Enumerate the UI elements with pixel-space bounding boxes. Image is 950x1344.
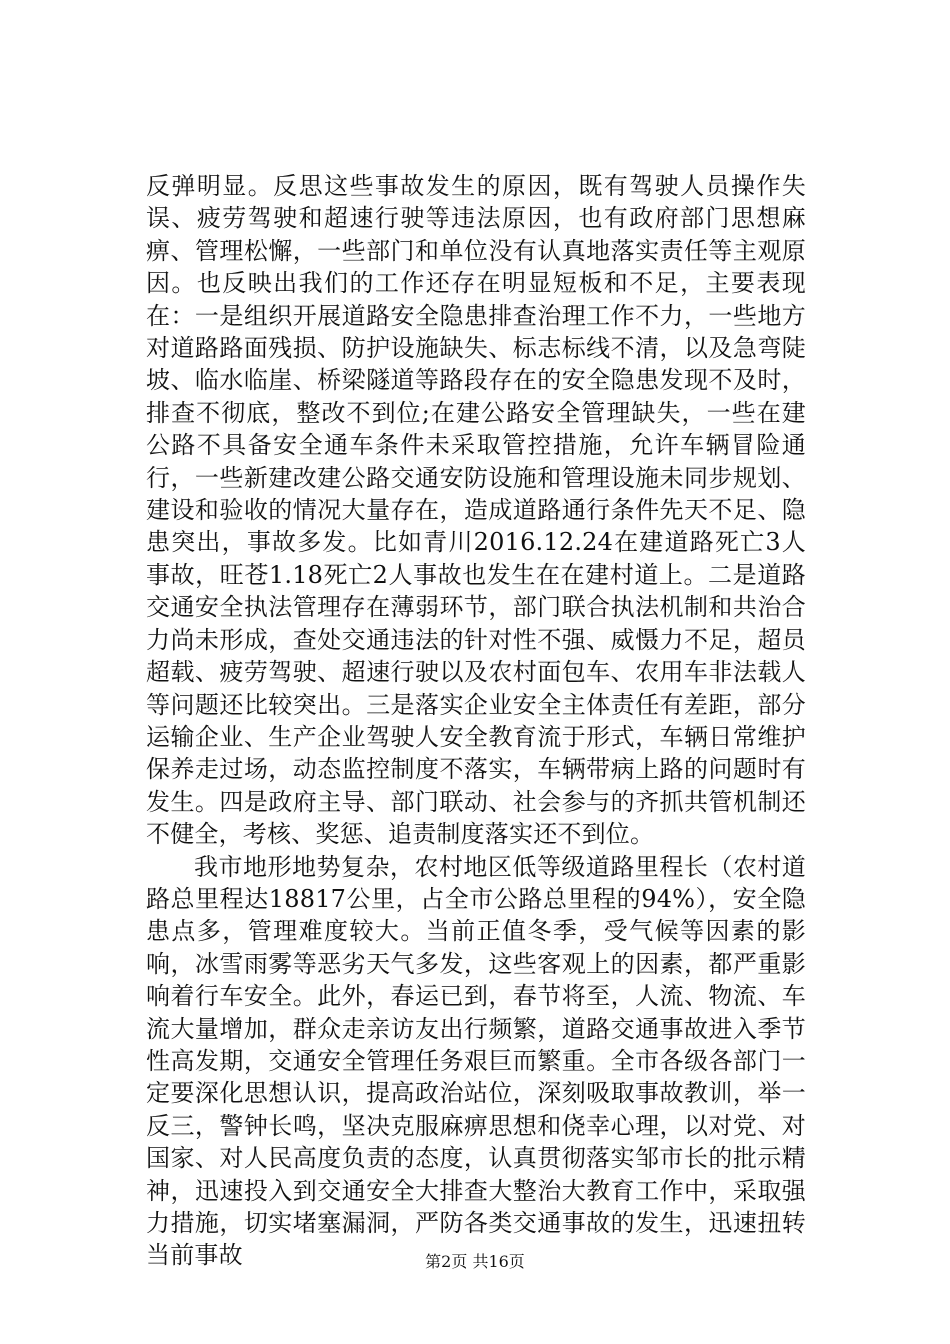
page-number: 第2页 共16页 [425,1252,525,1271]
paragraph-1: 反弹明显。反思这些事故发生的原因，既有驾驶人员操作失误、疲劳驾驶和超速行驶等违法原因，也有政府部门思想麻痹、管理松懈，一些部门和单位没有认真地落实责任等主观原因。也反映出我们的工作还存在明显短板和不足，主要表现在：一是组织开展道路安全隐患排查治理工作不力，一些地方对道路路面残损、防护设施缺失、标志标线不清，以及急弯陡坡、临水临崖、桥梁隧道等路段存在的安全隐患发现不及时，排查不彻底，整改不到位;在建公路安全管理缺失，一些在建公路不具备安全通车条件未采取管控措施，允许车辆冒险通行，一些新建改建公路交通安防设施和管理设施未同步规划、建设和验收的情况大量存在，造成道路通行条件先天不足、隐患突出，事故多发。比如青川2016.12.24在建道路死亡3人事故，旺苍1.18死亡2人事故也发生在在建村道上。二是道路交通安全执法管理存在薄弱环节，部门联合执法机制和共治合力尚未形成，查处交通违法的针对性不强、威慑力不足，超员超载、疲劳驾驶、超速行驶以及农村面包车、农用车非法载人等问题还比较突出。三是落实企业安全主体责任有差距，部分运输企业、生产企业驾驶人安全教育流于形式，车辆日常维护保养走过场，动态监控制度不落实，车辆带病上路的问题时有发生。四是政府主导、部门联动、社会参与的齐抓共管机制还不健全，考核、奖惩、追责制度落实还不到位。 [146,172,806,849]
paragraph-2: 我市地形地势复杂，农村地区低等级道路里程长（农村道路总里程达18817公里，占全市公路总里程的94%），安全隐患点多，管理难度较大。当前正值冬季，受气候等因素的影响，冰雪雨雾等恶劣天气多发，这些客观上的因素，都严重影响着行车安全。此外，春运已到，春节将至，人流、物流、车流大量增加，群众走亲访友出行频繁，道路交通事故进入季节性高发期，交通安全管理任务艰巨而繁重。全市各级各部门一定要深化思想认识，提高政治站位，深刻吸取事故教训，举一反三，警钟长鸣，坚决克服麻痹思想和侥幸心理，以对党、对国家、对人民高度负责的态度，认真贯彻落实邹市长的批示精神，迅速投入到交通安全大排查大整治大教育工作中，采取强力措施，切实堵塞漏洞，严防各类交通事故的发生，迅速扭转当前事故 [146,852,806,1270]
document-body [146,170,806,1272]
